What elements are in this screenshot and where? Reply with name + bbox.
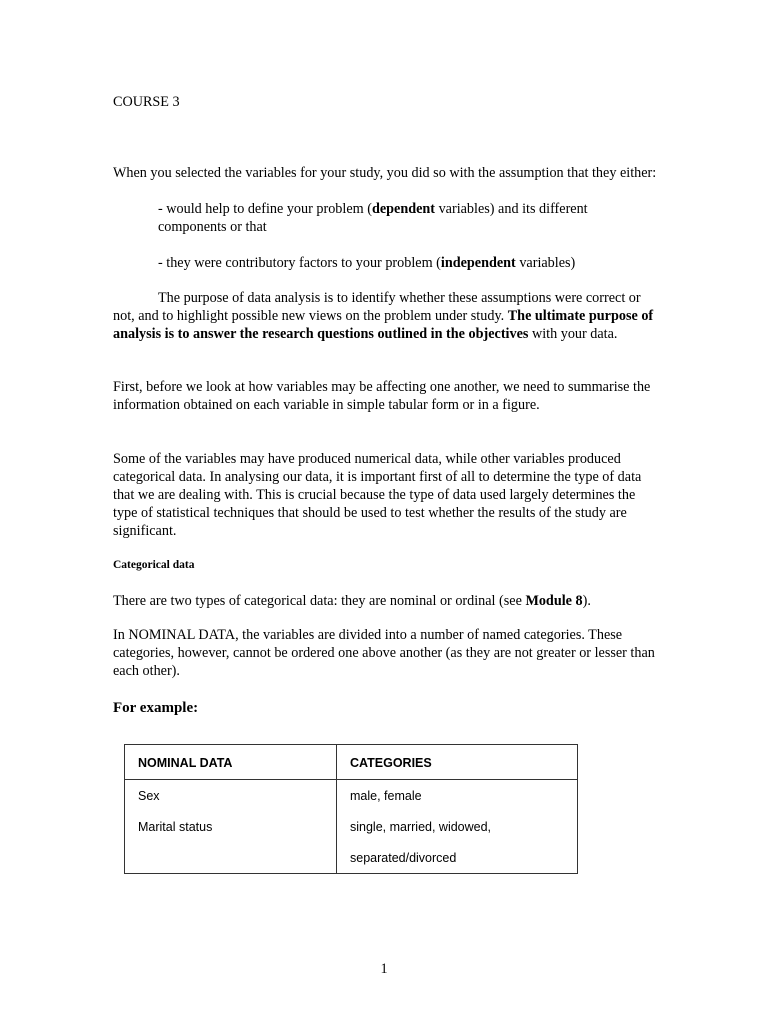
bullet-dependent-bold: dependent: [371, 201, 436, 217]
bullet-independent: [158, 254, 658, 272]
table-header-nominal-data: NOMINAL DATA: [138, 756, 233, 770]
table-cell-categories-sex: male, female: [350, 789, 422, 803]
for-example-label: For example:: [113, 700, 199, 716]
table-cell-variable-sex: Sex: [138, 789, 160, 803]
bullet-independent-pre: - they were contributory factors to your problem (: [158, 255, 441, 271]
first-paragraph: First, before we look at how variables may be affecting one another, we need to summarise the information obtained on each variable in simple tabular form or in a figure.: [113, 379, 651, 413]
nominal-data-table: [124, 744, 578, 874]
bullet-independent-post: variables): [515, 255, 576, 271]
two-types-post: ).: [582, 593, 591, 609]
second-paragraph: Some of the variables may have produced numerical data, while other variables produced categorical data. In analysing our data, it is important first of all to determine the type of data that we are dealing with. This is crucial because the type of data used largely determines the type of statistical techniques that should be used to test whether the results of the study are significant.: [113, 451, 642, 539]
page-number: 1: [380, 961, 388, 977]
course-title: COURSE 3: [113, 94, 180, 110]
two-types-paragraph: [113, 592, 661, 610]
purpose-pre: The purpose of data analysis is to identify whether these assumptions were correct or not, and to highlight possible new views on the problem under study.: [113, 290, 641, 324]
bullet-dependent: [158, 200, 658, 236]
purpose-post: with your data.: [528, 326, 618, 342]
nominal-data-paragraph: In NOMINAL DATA, the variables are divided into a number of named categories. These categories, however, cannot be ordered one above another (as they are not greater or lesser than each other).: [113, 627, 655, 679]
purpose-paragraph: [113, 289, 661, 343]
bullet-independent-bold: independent: [440, 255, 516, 271]
table-header-categories: CATEGORIES: [350, 756, 432, 770]
bullet-dependent-pre: - would help to define your problem (: [158, 201, 372, 217]
categorical-data-heading: Categorical data: [113, 559, 195, 571]
table-cell-categories-marital-status: single, married, widowed,: [350, 820, 492, 834]
intro-paragraph: When you selected the variables for your study, you did so with the assumption that they either:: [113, 165, 657, 181]
table-column-divider: [336, 745, 337, 873]
two-types-pre: There are two types of categorical data: they are nominal or ordinal (see: [113, 593, 526, 609]
table-header-divider: [125, 779, 577, 780]
bullet-dependent-post: variables) and its different components or that: [158, 201, 588, 235]
table-cell-categories-continuation: separated/divorced: [350, 851, 457, 865]
table-cell-variable-marital-status: Marital status: [138, 820, 213, 834]
two-types-bold: Module 8: [525, 593, 583, 609]
purpose-bold: The ultimate purpose of analysis is to answer the research questions outlined in the objectives: [113, 308, 654, 342]
